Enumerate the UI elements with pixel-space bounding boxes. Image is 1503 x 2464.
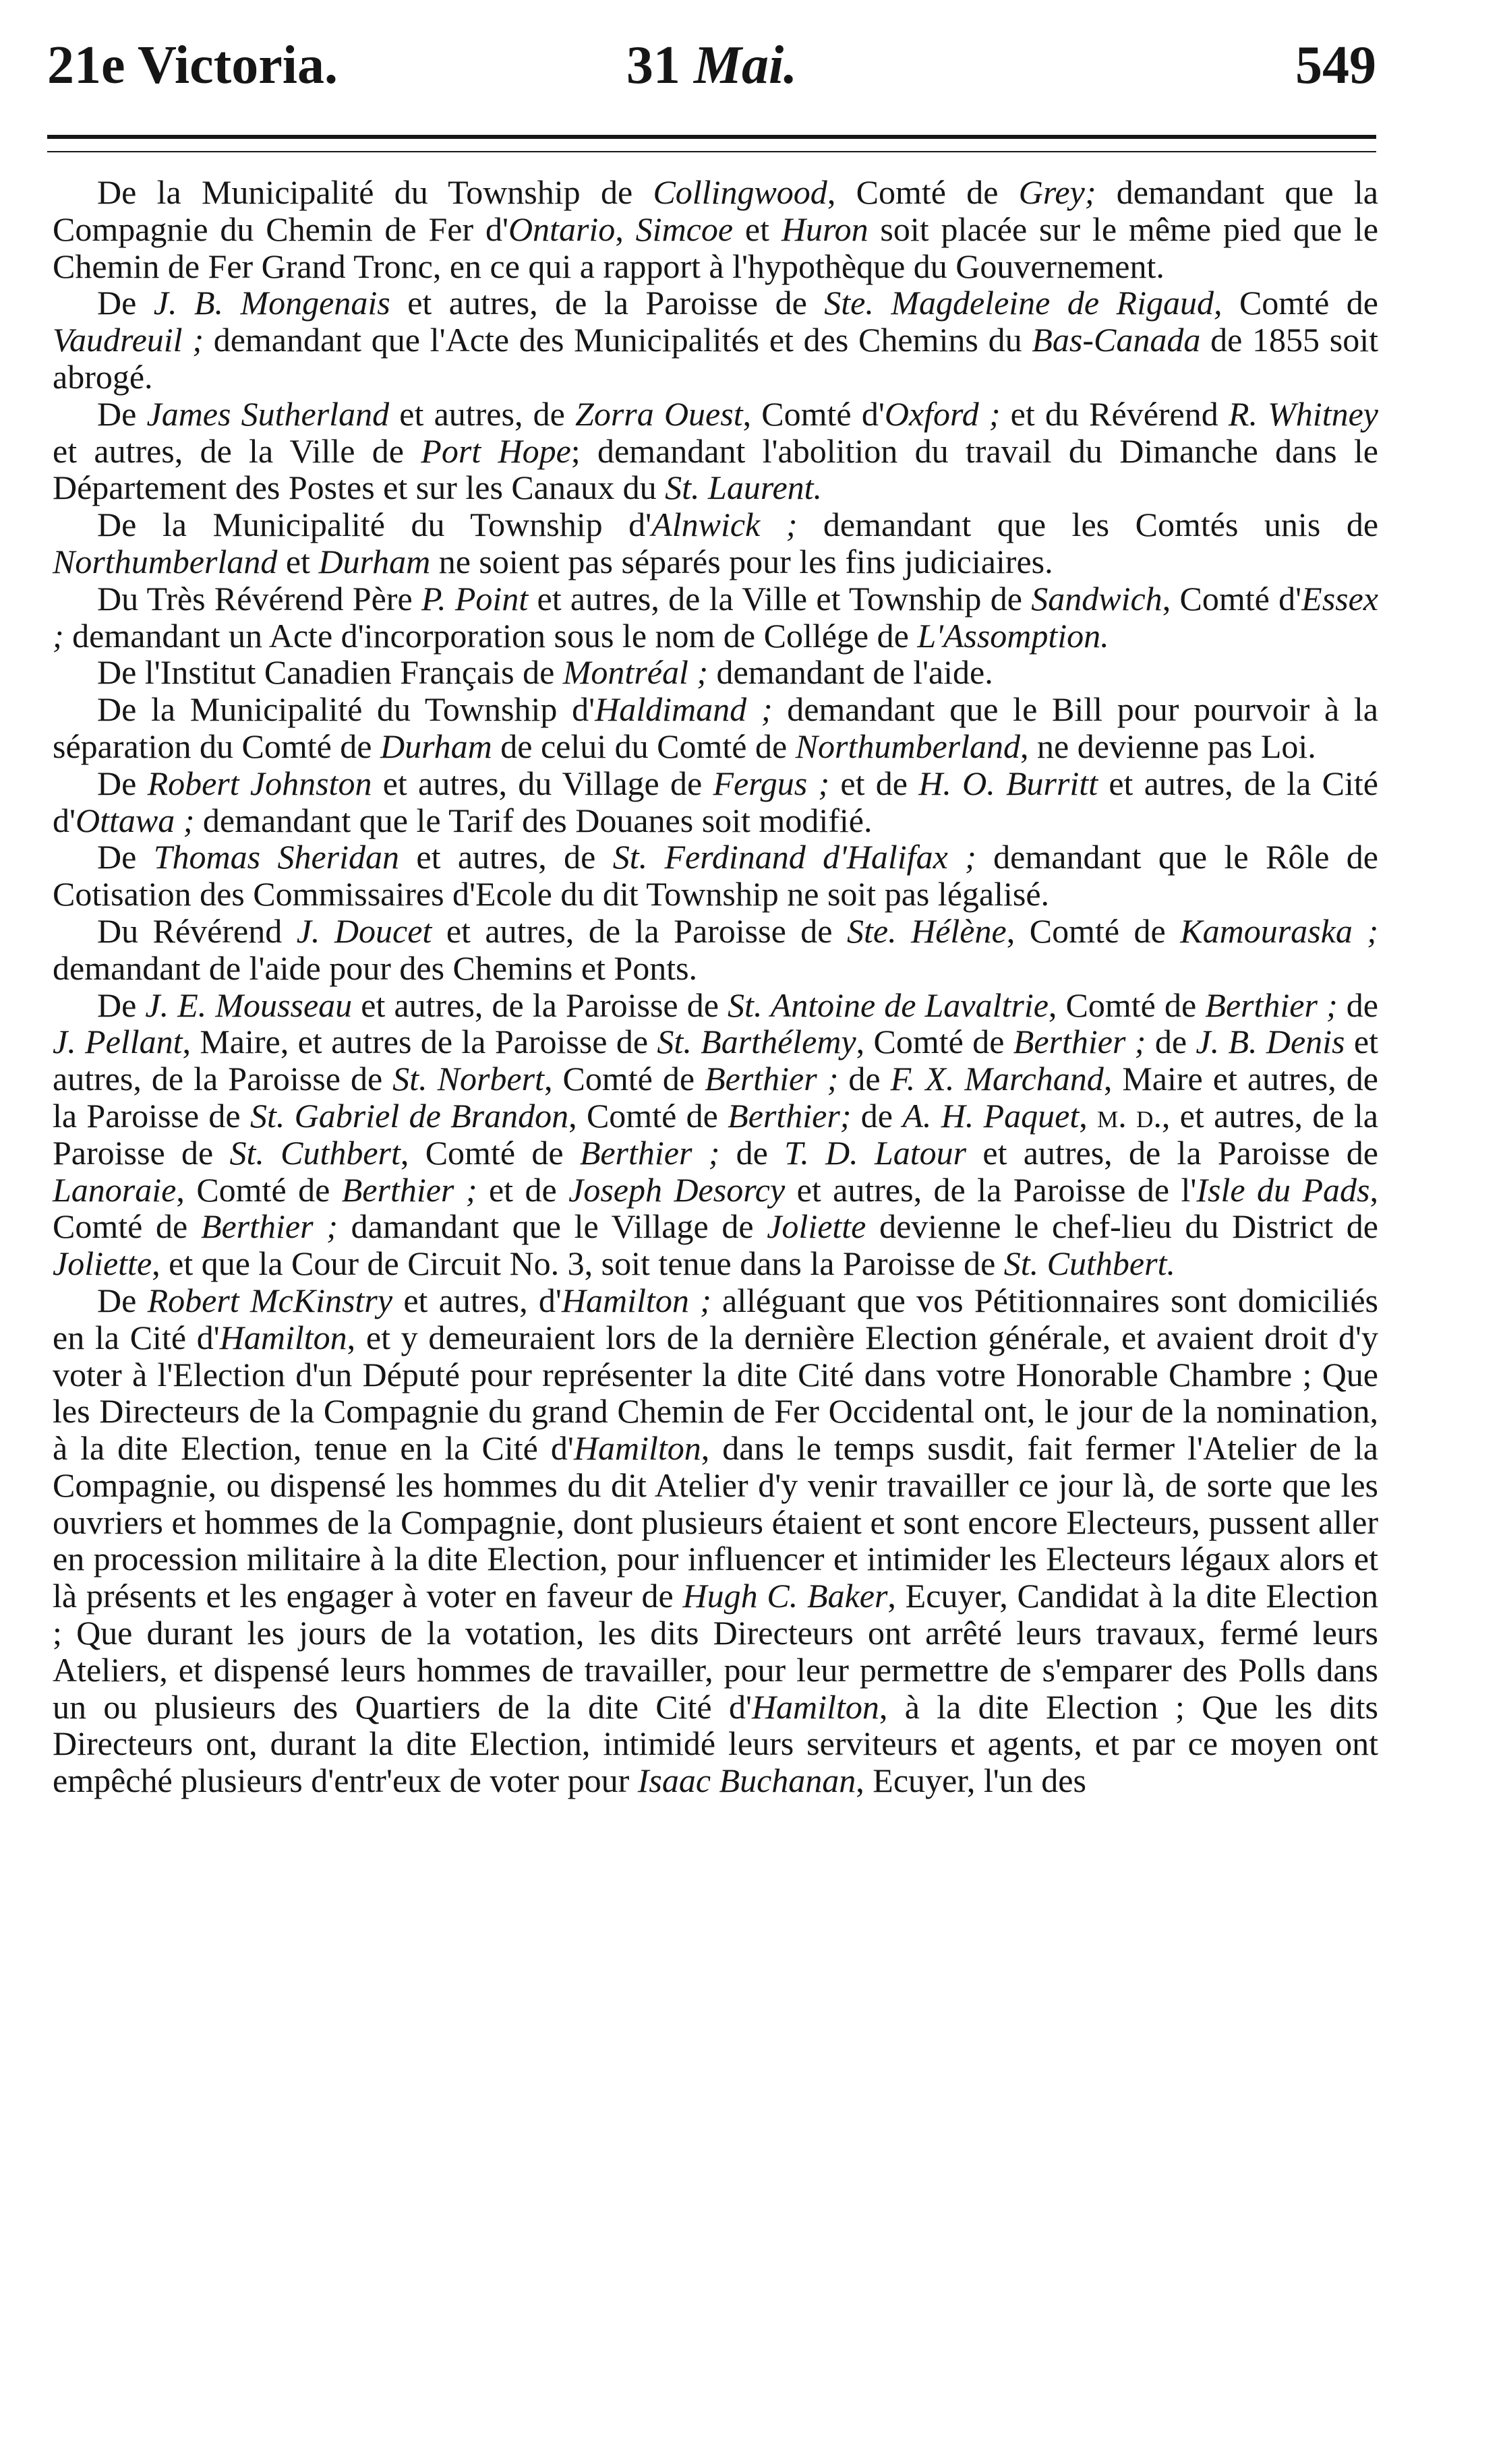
- paragraph-text: et autres, d': [392, 1281, 562, 1319]
- petition-paragraph: [53, 396, 1378, 506]
- paragraph-text: , Comté de: [827, 173, 1019, 211]
- italic-name: Collingwood: [653, 173, 827, 211]
- italic-name: H. O. Burritt: [918, 764, 1098, 802]
- paragraph-text: de: [719, 1133, 785, 1172]
- italic-name: F. X. Marchand: [890, 1060, 1104, 1098]
- paragraph-text: de: [851, 1096, 903, 1135]
- italic-name: Berthier ;: [1013, 1023, 1146, 1061]
- italic-name: Vaudreuil ;: [53, 321, 204, 359]
- italic-name: St. Antoine de Lavaltrie: [728, 986, 1049, 1024]
- paragraph-text: et autres, de la Paroisse de: [53, 1023, 1378, 1098]
- italic-name: Kamouraska ;: [1180, 911, 1378, 950]
- paragraph-text: , Comté d': [742, 394, 885, 433]
- italic-name: Ste. Hélène: [847, 911, 1007, 950]
- italic-name: Berthier ;: [705, 1060, 839, 1098]
- italic-name: St. Norbert: [392, 1060, 544, 1098]
- italic-name: St. Gabriel de Brandon: [249, 1096, 569, 1135]
- paragraph-text: De: [97, 1281, 148, 1319]
- paragraph-text: De: [97, 838, 154, 876]
- italic-name: Bas-Canada: [1032, 321, 1201, 359]
- italic-name: J. Pellant: [53, 1023, 183, 1061]
- italic-name: R. Whitney: [1228, 394, 1378, 433]
- paragraph-text: alléguant que vos Pétitionnaires sont domiciliés en la Cité d': [53, 1281, 1379, 1356]
- petition-paragraph: [53, 506, 1378, 580]
- paragraph-text: et: [277, 542, 319, 580]
- header-session: 21e Victoria.: [47, 36, 338, 95]
- paragraph-text: , Comté de: [176, 1170, 342, 1209]
- italic-name: St. Ferdinand d'Halifax ;: [612, 838, 976, 876]
- paragraph-text: et du Révérend: [1000, 394, 1229, 433]
- paragraph-text: demandant que le Rôle de Cotisation des Commissaires d'Ecole du dit Township ne soit pas légalisé.: [53, 838, 1378, 913]
- paragraph-text: De: [97, 394, 147, 433]
- paragraph-text: De la Municipalité du Township d': [97, 506, 652, 544]
- header-month: Mai.: [693, 36, 798, 95]
- italic-name: A. H. Paquet: [902, 1096, 1080, 1135]
- paragraph-text: , ne devienne pas Loi.: [1020, 727, 1316, 765]
- paragraph-text: demandant que le Tarif des Douanes soit modifié.: [194, 801, 873, 839]
- italic-name: Joseph Desorcy: [568, 1170, 786, 1209]
- italic-name: Sandwich: [1031, 579, 1162, 618]
- paragraph-text: ; demandant l'abolition du travail du Dimanche dans le Département des Postes et sur les Canaux du: [53, 431, 1378, 507]
- italic-name: St. Laurent.: [665, 469, 823, 507]
- paragraph-text: de: [1337, 986, 1378, 1024]
- petition-paragraph: [53, 839, 1378, 913]
- petition-paragraph: [53, 284, 1378, 395]
- paragraph-text: Comté de: [1222, 284, 1378, 322]
- paragraph-text: , et que la Cour de Circuit No. 3, soit tenue dans la Paroisse de: [152, 1244, 1004, 1283]
- italic-name: Robert McKinstry: [147, 1281, 393, 1319]
- italic-name: Joliette: [53, 1244, 152, 1283]
- paragraph-text: demandant que la Compagnie du Chemin de Fer d': [53, 173, 1378, 248]
- italic-name: Alnwick ;: [651, 506, 798, 544]
- paragraph-text: De: [97, 284, 154, 322]
- italic-name: Isaac Buchanan: [637, 1762, 856, 1800]
- petition-paragraph: [53, 174, 1378, 284]
- paragraph-text: De: [97, 764, 148, 802]
- paragraph-text: , Maire, et autres de la Paroisse de: [182, 1023, 657, 1061]
- paragraph-text: Du Très Révérend Père: [97, 579, 421, 618]
- paragraph-text: demandant que le Bill pour pourvoir à la séparation du Comté de: [53, 690, 1378, 765]
- italic-name: Port Hope: [421, 431, 571, 470]
- italic-name: St. Cuthbert.: [1003, 1244, 1175, 1283]
- paragraph-text: demandant un Acte d'incorporation sous le nom de Collége de: [63, 616, 918, 655]
- paragraph-text: et autres, de la Paroisse de: [432, 911, 848, 950]
- header-day: 31: [626, 36, 680, 95]
- paragraph-text: demandant que les Comtés unis de: [797, 506, 1379, 544]
- paragraph-text: damandant que le Village de: [337, 1207, 767, 1246]
- paragraph-text: Du Révérend: [97, 911, 297, 950]
- italic-name: Hamilton: [219, 1318, 347, 1356]
- italic-name: Haldimand ;: [595, 690, 773, 729]
- italic-name: J. B. Denis: [1196, 1023, 1345, 1061]
- paragraph-text: soit placée sur le même pied que le Chemin de Fer Grand Tronc, en ce qui a rapport à l'hypothèque du Gouvernement.: [53, 210, 1379, 285]
- paragraph-text: ne soient pas séparés pour les fins judiciaires.: [430, 542, 1053, 580]
- page-header: [47, 28, 1376, 102]
- paragraph-text: et autres, de la Cité d': [53, 764, 1378, 839]
- italic-name: Hamilton: [751, 1687, 879, 1726]
- italic-name: James Sutherland: [146, 394, 390, 433]
- petition-paragraph: [53, 654, 1378, 691]
- petition-paragraph: [53, 580, 1378, 655]
- paragraph-text: et autres, de la Paroisse de: [966, 1133, 1378, 1172]
- paragraph-text: demandant que l'Acte des Municipalités et des Chemins du: [203, 321, 1032, 359]
- italic-name: Zorra Ouest: [575, 394, 743, 433]
- italic-name: Northumberland: [795, 727, 1021, 765]
- paragraph-text: et de: [477, 1170, 569, 1209]
- italic-name: Berthier ;: [200, 1207, 338, 1246]
- paragraph-text: de: [1146, 1023, 1196, 1061]
- paragraph-text: et autres, de la Paroisse de: [390, 284, 825, 322]
- paragraph-text: ,: [1079, 1096, 1098, 1135]
- paragraph-text: , dans le temps susdit, fait fermer l'Atelier de la Compagnie, ou dispensé les hommes du dit Atelier d'y venir travailler ce jour là, de sorte que les ouvriers et hommes de la Compagnie, dont plusieurs étaient et sont encore Electeurs, pussent aller en procession militaire à la dite Election, pour influencer et intimider les Electeurs légaux alors et là présents et les engager à voter en faveur de: [53, 1429, 1379, 1615]
- italic-name: Berthier ;: [1205, 986, 1338, 1024]
- paragraph-text: et autres, de la Paroisse de: [352, 986, 728, 1024]
- paragraph-text: De la Municipalité du Township d': [97, 690, 595, 729]
- petition-paragraph: [53, 691, 1378, 765]
- paragraph-text: , Ecuyer, Candidat à la dite Election ; Que durant les jours de la votation, les dits Directeurs ont arrêté leurs travaux, fermé leurs Ateliers, et dispensé leurs hommes de travailler, pour leur permettre de s'emparer des Polls dans un ou plusieurs des Quartiers de la dite Cité d': [53, 1577, 1378, 1726]
- paragraph-text: et autres, de: [389, 394, 576, 433]
- italic-name: Northumberland: [53, 542, 278, 580]
- paragraph-text: et autres, de la Ville et Township de: [528, 579, 1032, 618]
- paragraph-text: , Comté de: [568, 1096, 728, 1135]
- italic-name: Huron: [781, 210, 868, 248]
- italic-name: Lanoraie: [53, 1170, 177, 1209]
- italic-name: Isle du Pads: [1196, 1170, 1370, 1209]
- paragraph-text: De la Municipalité du Township de: [97, 173, 653, 211]
- italic-name: Joliette: [767, 1207, 866, 1246]
- paragraph-text: De: [97, 986, 146, 1024]
- paragraph-text: et autres, de: [399, 838, 613, 876]
- paragraph-text: de 1855 soit abrogé.: [53, 321, 1378, 396]
- italic-name: Fergus ;: [713, 764, 830, 802]
- italic-name: St. Cuthbert: [229, 1133, 401, 1172]
- small-caps-text: m. d.: [1097, 1096, 1162, 1135]
- paragraph-text: et autres, du Village de: [372, 764, 713, 802]
- italic-name: Ontario: [508, 210, 616, 248]
- italic-name: Berthier ;: [341, 1170, 477, 1209]
- page-number: 549: [1295, 36, 1376, 95]
- italic-name: Ottawa ;: [76, 801, 195, 839]
- paragraph-text: , Comté de: [53, 1170, 1378, 1246]
- italic-name: P. Point: [421, 579, 529, 618]
- paragraph-text: , Comté de: [400, 1133, 580, 1172]
- paragraph-text: , et y demeuraient lors de la dernière Election générale, et avaient droit d'y voter à l'Election d'un Député pour représenter la dite Cité dans votre Honorable Chambre ; Que les Directeurs de la Compagnie du grand Chemin de Fer Occidental ont, le jour de la nomination, à la dite Election, tenue en la Cité d': [53, 1318, 1378, 1468]
- header-date: [47, 28, 1376, 102]
- paragraph-text: De l'Institut Canadien Français de: [97, 653, 563, 692]
- italic-name: Thomas Sheridan: [153, 838, 399, 876]
- paragraph-text: , Comté de: [543, 1060, 705, 1098]
- paragraph-text: demandant de l'aide.: [708, 653, 993, 692]
- italic-name: Berthier;: [728, 1096, 852, 1135]
- paragraph-text: et autres, de la Ville de: [53, 431, 421, 470]
- italic-name: L'Assomption.: [917, 616, 1109, 655]
- paragraph-text: , Ecuyer, l'un des: [856, 1762, 1086, 1800]
- italic-name: St. Barthélemy: [657, 1023, 856, 1061]
- italic-name: Oxford ;: [884, 394, 1001, 433]
- petition-paragraph: [53, 1282, 1378, 1799]
- paragraph-text: de celui du Comté de: [492, 727, 796, 765]
- italic-name: Robert Johnston: [147, 764, 372, 802]
- italic-name: Durham: [318, 542, 431, 580]
- petition-paragraph: [53, 765, 1378, 839]
- italic-name: J. B. Mongenais: [153, 284, 390, 322]
- italic-name: Hugh C. Baker: [682, 1577, 888, 1615]
- italic-name: Hamilton ;: [561, 1281, 711, 1319]
- italic-name: Berthier ;: [579, 1133, 720, 1172]
- paragraph-text: , Comté de: [1006, 911, 1181, 950]
- italic-name: T. D. Latour: [784, 1133, 967, 1172]
- italic-name: Montréal ;: [562, 653, 709, 692]
- paragraph-text: demandant de l'aide pour des Chemins et Ponts.: [53, 949, 698, 987]
- italic-name: J. Doucet: [296, 911, 432, 950]
- paragraph-text: et autres, de la Paroisse de l': [785, 1170, 1197, 1209]
- petition-paragraph: [53, 987, 1378, 1282]
- paragraph-text: ,: [615, 210, 636, 248]
- header-rule: [47, 135, 1376, 152]
- italic-name: J. E. Mousseau: [145, 986, 353, 1024]
- paragraph-text: , Comté de: [1048, 986, 1206, 1024]
- paragraph-text: et: [733, 210, 782, 248]
- petition-paragraph: [53, 913, 1378, 987]
- italic-name: Hamilton: [573, 1429, 701, 1468]
- paragraph-text: et de: [829, 764, 919, 802]
- paragraph-text: , à la dite Election ; Que les dits Directeurs ont, durant la dite Election, intimidé leurs serviteurs et agents, et par ce moyen ont empêché plusieurs d'entr'eux de voter pour: [53, 1687, 1378, 1800]
- petition-text: [53, 174, 1378, 1799]
- paragraph-text: , Comté de: [856, 1023, 1013, 1061]
- italic-name: Ste. Magdeleine de Rigaud,: [824, 284, 1222, 322]
- italic-name: Simcoe: [635, 210, 734, 248]
- paragraph-text: , Maire et autres, de la Paroisse de: [53, 1060, 1378, 1135]
- italic-name: Essex ;: [53, 579, 1378, 655]
- paragraph-text: devienne le chef-lieu du District de: [866, 1207, 1378, 1246]
- paragraph-text: , et autres, de la Paroisse de: [53, 1096, 1378, 1172]
- paragraph-text: , Comté d': [1162, 579, 1302, 618]
- italic-name: Durham: [380, 727, 492, 765]
- paragraph-text: de: [838, 1060, 891, 1098]
- italic-name: Grey;: [1018, 173, 1096, 211]
